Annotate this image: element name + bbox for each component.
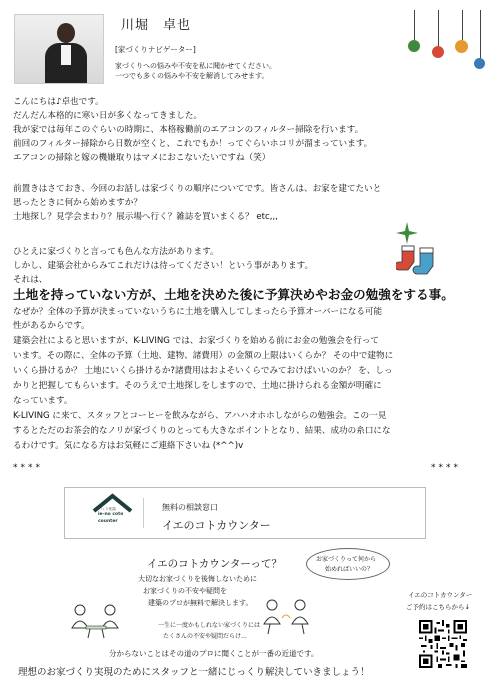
greeting-line: 前回のフィルター掃除から日数が空くと、これでもか！ってぐらいホコリが溜まっています。: [13, 139, 373, 149]
greeting-line: エアコンの掃除と嫁の機嫌取りはマメにおこないたいですね（笑）: [13, 153, 271, 163]
promo-description-line: お家づくりの不安や疑問を: [143, 587, 227, 595]
topic-line: 土地探し？見学会まわり？展示場へ行く？雑誌を買いまくる？ etc,,,: [13, 212, 278, 222]
author-name: 川堀 卓也: [121, 18, 192, 33]
promo-question: イエのコトカウンターって？: [147, 558, 282, 570]
detail-line: 建築会社によると思いますが、K-LIVING では、お家づくりを始める前にお金の勉強会を行って: [13, 336, 379, 346]
author-role: [家づくりナビゲーター]: [115, 45, 196, 54]
sparkle-icon: [396, 222, 418, 244]
side-caption-line-1: イエのコトカウンター: [408, 591, 473, 599]
detail-line: なっています。: [13, 396, 73, 406]
promo-description-line: 一生に一度かもしれない家づくりには: [158, 622, 261, 629]
banner-title: イエのコトカウンター: [162, 519, 271, 532]
detail-line: なぜか？全体の予算が決まっていないうちに土地を購入してしまったら予算オーバーになる可能: [13, 307, 383, 317]
side-caption-line-2: ご予約はこちらから↓: [406, 603, 470, 611]
logo-text-line-1: ie-no coto: [98, 512, 124, 517]
speech-bubble-line-2: 始めればいいの？: [325, 566, 374, 573]
banner-caption: 無料の相談窓口: [162, 503, 218, 512]
ornament-icon: [455, 10, 468, 60]
promo-description-line: 建築のプロが無料で解決します。: [148, 599, 253, 607]
person-icon: [256, 596, 316, 636]
logo-subtitle: 家づくり相談: [95, 507, 116, 511]
detail-line: いくら掛けるか？ 土地にいくら掛けるか?諸費用はおよそいくらでみておけばいいのか？ を、しっ: [13, 366, 393, 376]
closing-line: K-LIVING に来て、スタッフとコーヒーを飲みながら、アハハオホホしながらの勉強会。この一見: [13, 411, 387, 421]
key-message: 土地を持っていない方が、土地を決めた後に予算決めやお金の勉強をする事。: [13, 287, 454, 302]
person-icon: [66, 602, 126, 640]
promo-description-line: 大切なお家づくりを後悔しないために: [138, 575, 257, 583]
ornament-icon: [432, 10, 444, 68]
topic-line: 思ったときに何から始めますか？: [13, 198, 142, 208]
qr-code-icon[interactable]: [419, 620, 467, 668]
author-intro-line-2: 一つでも多くの悩みや不安を解消してみせます。: [115, 72, 269, 80]
ornament-icon: [408, 10, 420, 58]
promo-footer-line-2: 理想のお家づくり実現のためにスタッフと一緒にじっくり解決していきましょう！: [18, 667, 370, 678]
greeting-line: 我が家では毎年このぐらいの時期に、本格稼働前のエアコンのフィルター掃除を行います。: [13, 125, 364, 135]
point-line: それは、: [13, 275, 48, 285]
detail-line: います。その際に、全体の予算（土地、建物、諸費用）の金額の上限はいくらか？ その中で建物に: [13, 351, 394, 361]
ornament-icon: [474, 10, 485, 74]
promo-description-line: たくさんの不安や疑問だらけ…: [163, 633, 248, 640]
detail-line: かりと把握してもらいます。そのうえで土地探しをしますので、土地に掛けられる金額が明確に: [13, 381, 382, 391]
profile-photo: [14, 14, 104, 84]
closing-line: るわけです。気になる方はお気軽にご連絡下さいね (*^^)v: [13, 441, 244, 451]
consultation-banner[interactable]: [64, 487, 426, 539]
speech-bubble-line-1: お家づくりって何から: [316, 556, 377, 563]
point-line: ひとえに家づくりと言っても色んな方法があります。: [13, 247, 219, 257]
point-line: しかし、建築会社からみてこれだけは待ってください！という事があります。: [13, 261, 314, 271]
divider-stars-left: ****: [13, 463, 43, 473]
author-intro-line-1: 家づくりへの悩みや不安を私に聞かせてください。: [115, 62, 276, 70]
christmas-stocking-icon: [396, 244, 440, 278]
detail-line: 性があるからです。: [13, 321, 90, 331]
banner-divider: [143, 498, 144, 528]
logo-text-line-2: counter: [98, 519, 118, 524]
greeting-line: こんにちは♪卓也です。: [13, 97, 104, 107]
greeting-line: だんだん本格的に寒い日が多くなってきました。: [13, 111, 203, 121]
closing-line: するとただのお茶会的なノリが家づくりのとっても大きなポイントとなり、結果、成功の糸口にな: [13, 426, 391, 436]
promo-footer-line-1: 分からないことはその道のプロに聞くことが一番の近道です。: [109, 649, 319, 658]
divider-stars-right: ****: [431, 463, 461, 473]
topic-line: 前置きはさておき、今回のお話しは家づくりの順序についてです。皆さんは、お家を建てたいと: [13, 184, 382, 194]
